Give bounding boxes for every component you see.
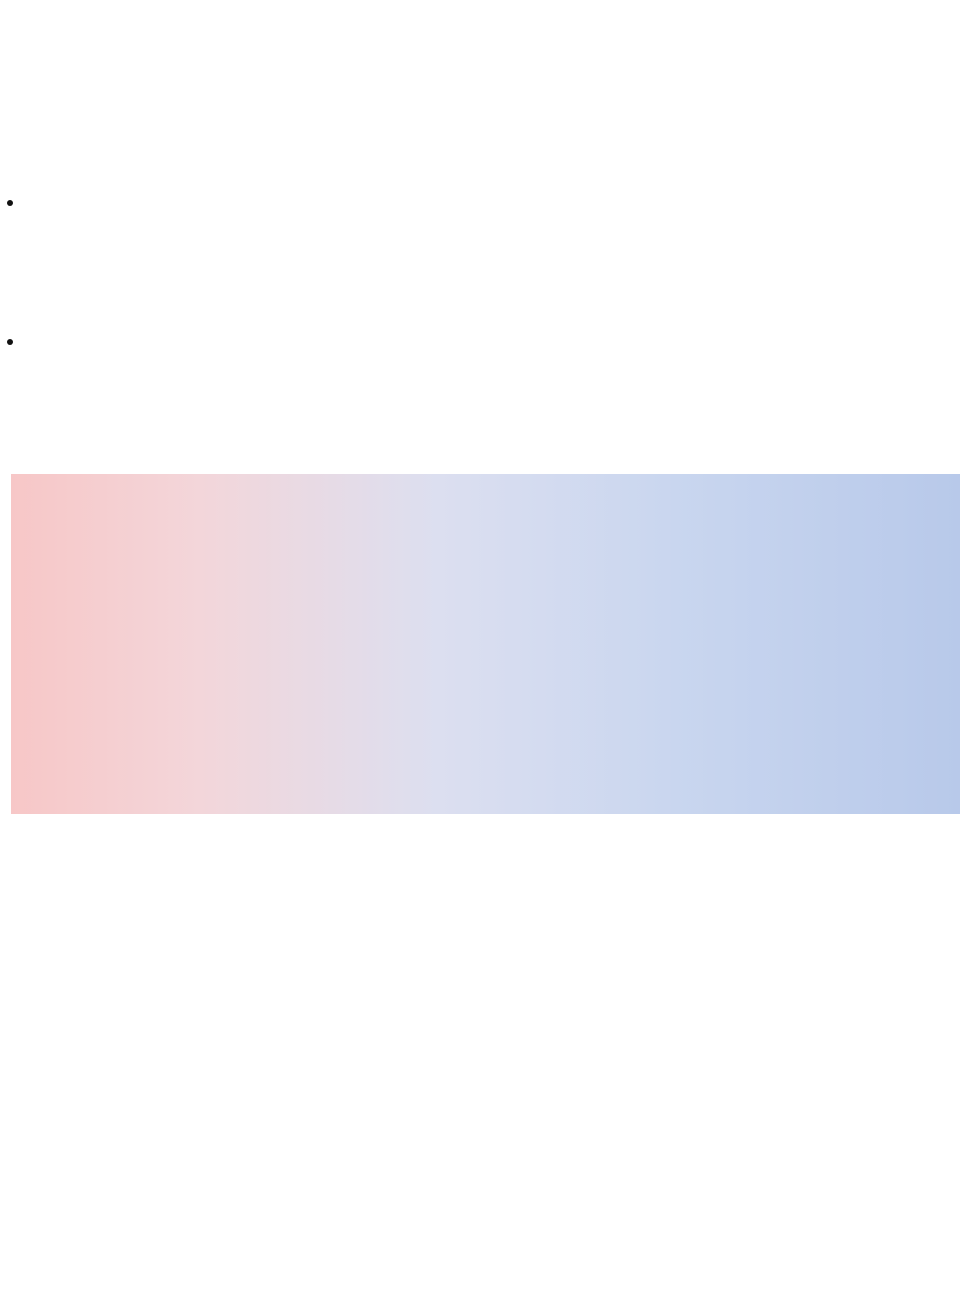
political-parties-banner (11, 474, 960, 814)
bullet-dot (3, 331, 17, 351)
bullet-dot (3, 192, 17, 212)
